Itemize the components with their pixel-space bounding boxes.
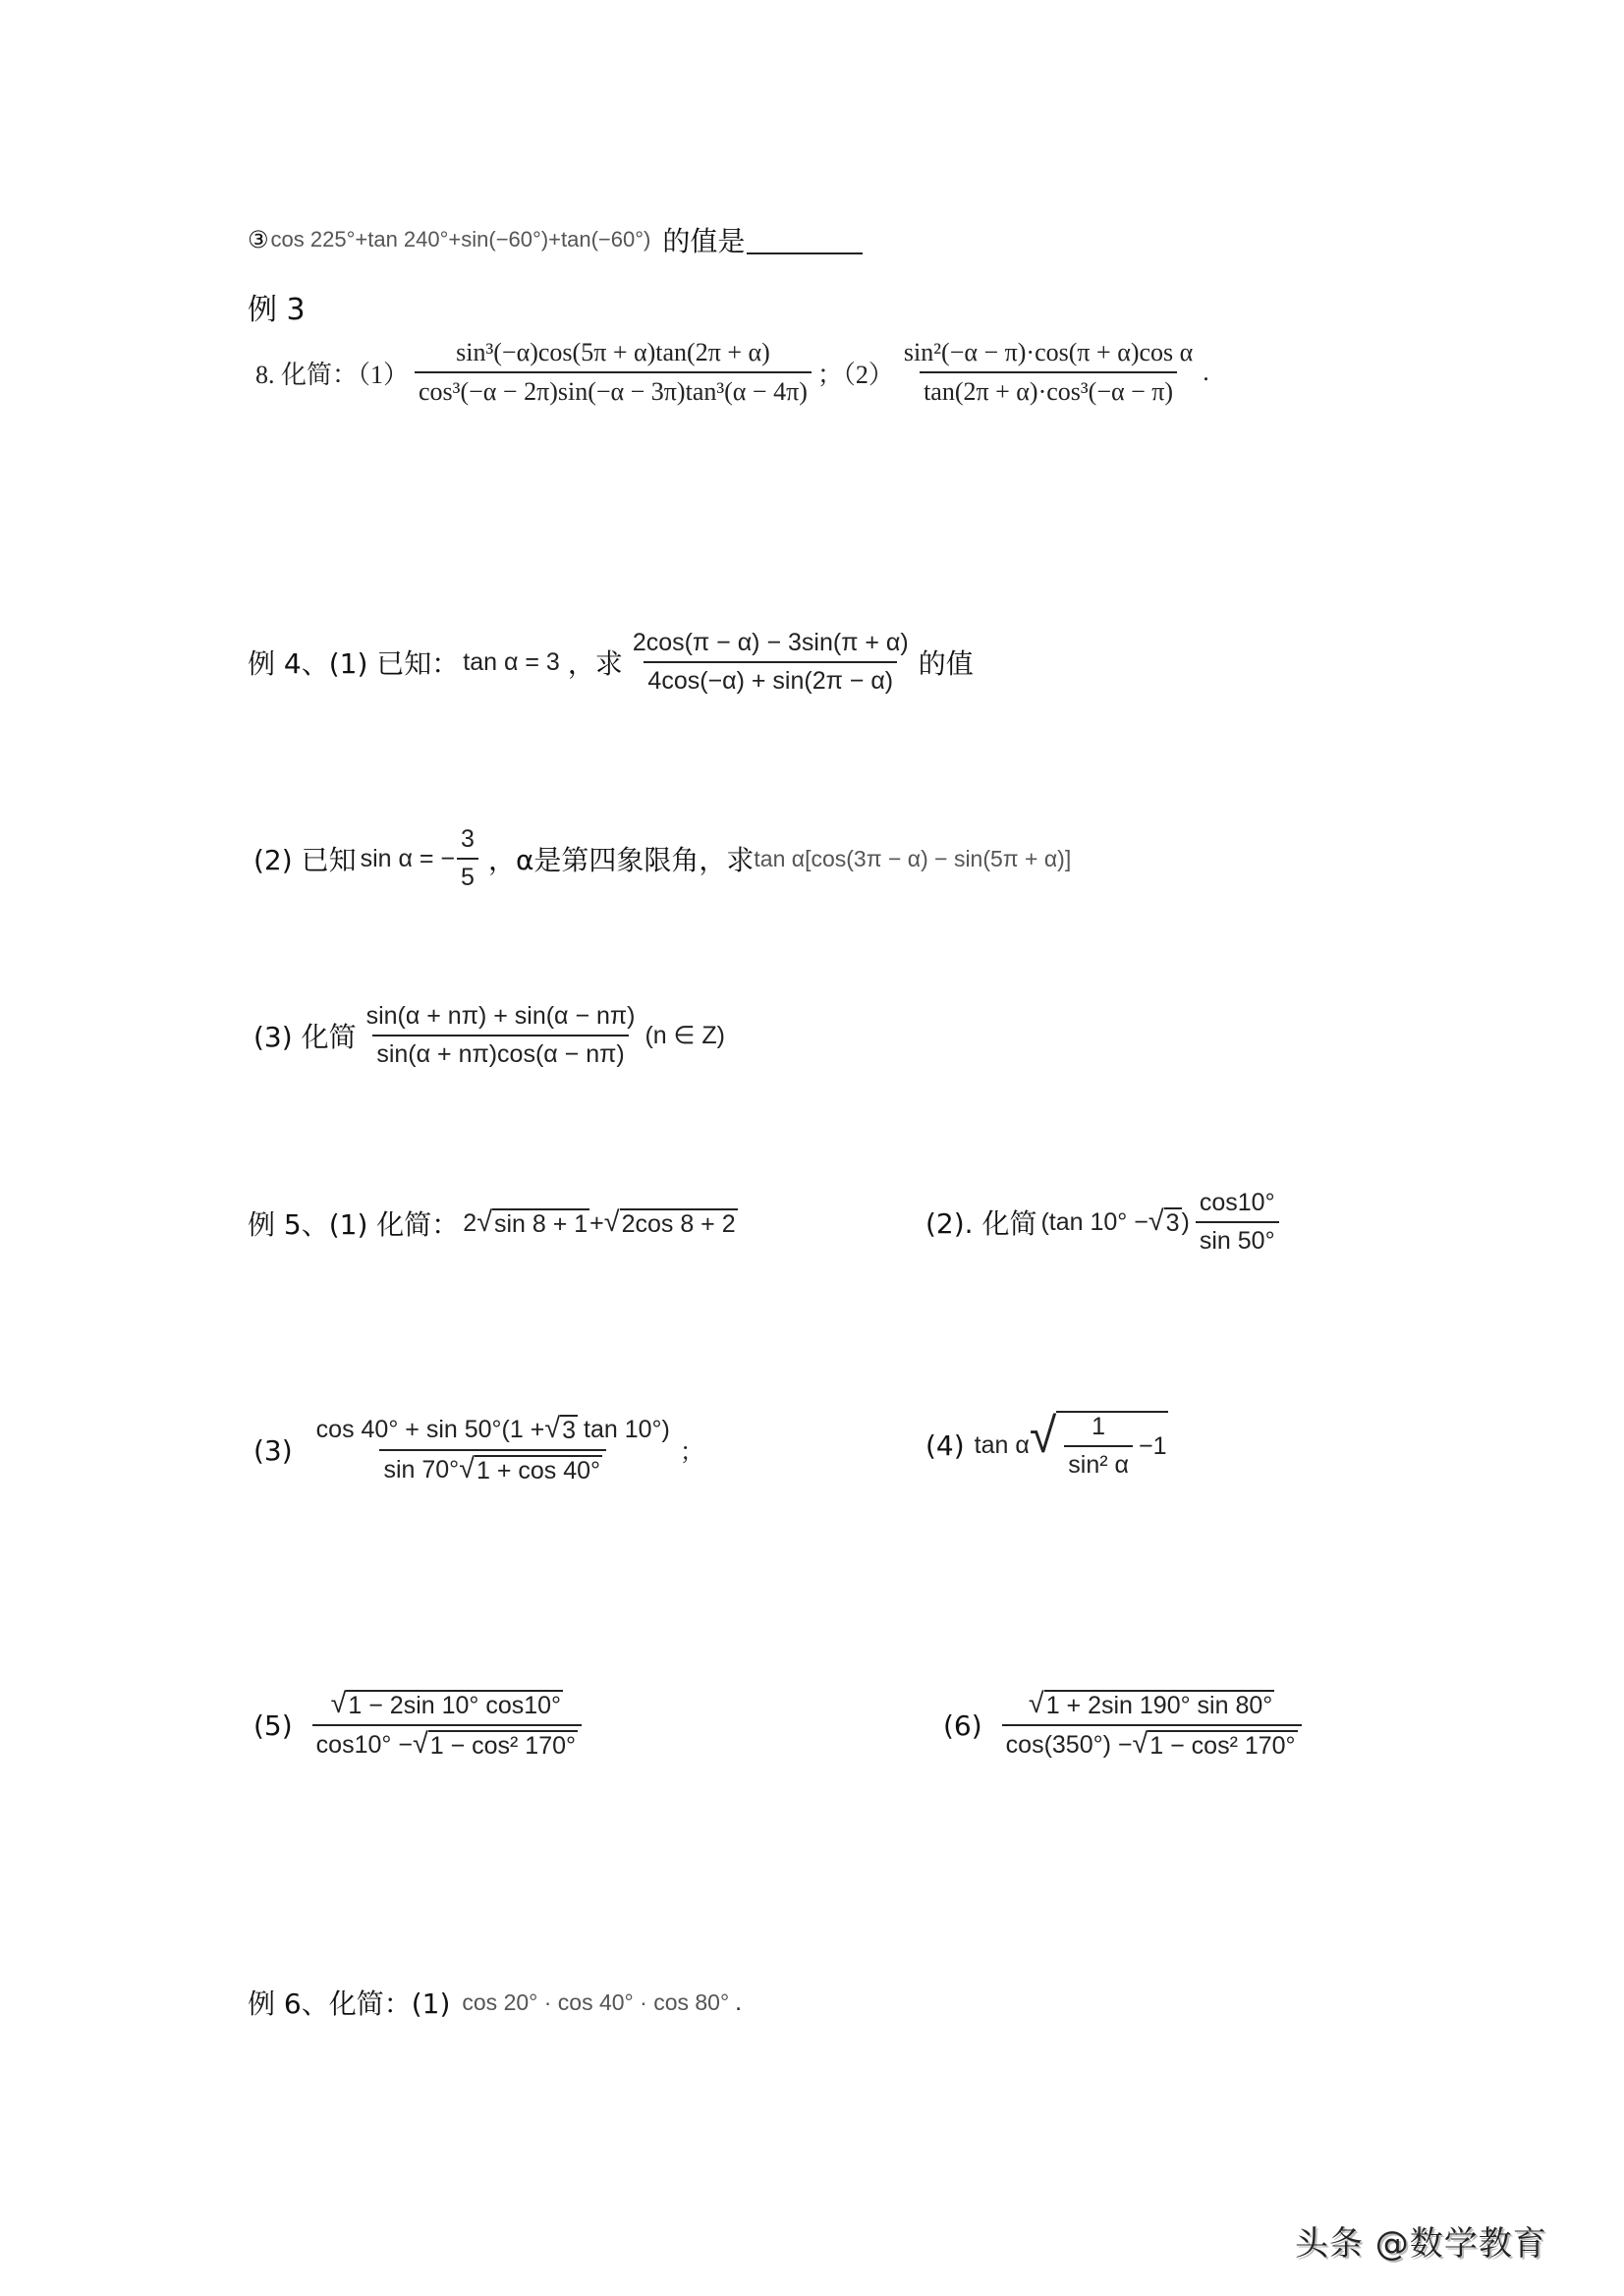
denominator-part-a: cos10° −: [315, 1731, 413, 1759]
radicand: 1 − cos² 170°: [1149, 1732, 1296, 1760]
denominator: tan(2π + α)·cos³(−α − π): [920, 371, 1177, 407]
label: 例 6、化简：(1): [248, 1988, 451, 2020]
sqrt-denominator: [1132, 1730, 1297, 1761]
given: sin α = −: [360, 844, 456, 872]
numerator: [312, 1415, 674, 1449]
fraction: [312, 1690, 582, 1761]
label: 例 5、(1) 化简：: [248, 1208, 460, 1241]
numerator: sin²(−α − π)·cos(π + α)cos α: [903, 338, 1194, 366]
label: 例 4、(1) 已知：: [248, 647, 460, 680]
label: (4): [925, 1428, 965, 1462]
example-5-part-1: [248, 1204, 738, 1243]
numerator-part-b: tan 10°): [584, 1416, 670, 1443]
radicand: 1 − cos² 170°: [429, 1732, 576, 1760]
example-5-part-4: [925, 1408, 1168, 1480]
fraction-p1: [415, 338, 812, 407]
example-4-part-3: [253, 1002, 725, 1069]
coefficient: 2: [463, 1208, 477, 1237]
example-5-part-6: [943, 1690, 1308, 1761]
numerator: cos10°: [1199, 1189, 1275, 1216]
sqrt-2: [603, 1205, 738, 1239]
circled-3-marker: ③: [248, 226, 269, 253]
numerator: [1025, 1690, 1278, 1724]
numerator: sin(α + nπ) + sin(α − nπ): [365, 1002, 636, 1030]
numerator: 3: [461, 825, 475, 853]
sqrt-numerator: [1029, 1690, 1274, 1720]
example-3-problem: [255, 338, 1209, 407]
radicand: 1 − 2sin 10° cos10°: [348, 1692, 562, 1719]
radical-icon: √: [476, 1205, 492, 1238]
example-4-part-1: [248, 629, 974, 696]
fraction-3-5: [457, 825, 478, 892]
fraction: [363, 1002, 640, 1069]
sqrt-numerator: [331, 1690, 563, 1720]
radicand: 3: [562, 1417, 576, 1444]
fraction: [629, 629, 913, 696]
condition: (n ∈ Z): [644, 1022, 725, 1049]
label: (6): [943, 1708, 982, 1742]
numerator: 2cos(π − α) − 3sin(π + α): [632, 629, 909, 656]
fraction: [312, 1415, 674, 1485]
question-3-line: [248, 220, 863, 259]
given: tan α = 3: [463, 647, 560, 676]
lead: (tan 10° −: [1040, 1207, 1148, 1236]
denominator: sin(α + nπ)cos(α − nπ): [372, 1035, 628, 1069]
numerator: [327, 1690, 567, 1724]
example-3-heading: 例 3: [248, 293, 306, 327]
radical-icon: √: [412, 1728, 428, 1760]
label: (2) 已知: [253, 844, 357, 876]
denominator: cos³(−α − 2π)sin(−α − 3π)tan³(α − 4π): [415, 371, 812, 407]
lead: tan α: [974, 1430, 1030, 1459]
example-5-part-2: [925, 1189, 1285, 1256]
numerator: 1: [1092, 1413, 1106, 1440]
radicand: 1 + cos 40°: [476, 1457, 601, 1484]
sqrt-denominator: [459, 1455, 602, 1485]
denominator-part-a: sin 70°: [383, 1456, 460, 1484]
separator: ；（2）: [816, 360, 894, 389]
end-semicolon: ；: [679, 1438, 704, 1466]
sqrt-3: [544, 1415, 578, 1445]
radical-icon: √: [1029, 1408, 1057, 1463]
label: (3) 化简: [253, 1021, 357, 1053]
denominator: [379, 1449, 606, 1485]
radical-icon: √: [1028, 1688, 1044, 1719]
item-label: 8. 化简：（1）: [255, 360, 410, 389]
radicand: 1 + 2sin 190° sin 80°: [1045, 1692, 1273, 1719]
label: (2). 化简: [925, 1207, 1037, 1240]
watermark: 头条 @数学教育: [1295, 2224, 1547, 2264]
denominator: 5: [457, 858, 478, 892]
denominator: sin² α: [1064, 1445, 1133, 1480]
expression: tan α[cos(3π − α) − sin(5π + α)]: [754, 845, 1072, 871]
radical-icon: √: [459, 1453, 475, 1484]
radicand: [1056, 1411, 1168, 1480]
close-paren: ): [1181, 1207, 1190, 1236]
sqrt-denominator: [413, 1730, 578, 1761]
denominator: [312, 1724, 582, 1761]
end-period: .: [1203, 358, 1209, 386]
answer-blank: [747, 225, 863, 254]
label: (5): [253, 1708, 293, 1742]
radicand: 2cos 8 + 2: [621, 1209, 736, 1238]
denominator-part-a: cos(350°) −: [1005, 1731, 1133, 1759]
fraction: [1064, 1413, 1133, 1480]
example-4-part-2: [253, 825, 1071, 892]
q3-expression: cos 225°+tan 240°+sin(−60°)+tan(−60°): [270, 227, 651, 252]
expression: cos 20° · cos 40° · cos 80°: [462, 1988, 730, 2015]
q3-suffix: 的值是: [662, 225, 746, 257]
denominator: [1002, 1724, 1302, 1761]
example-5-part-3: [253, 1415, 704, 1485]
radical-icon: √: [330, 1688, 347, 1719]
sqrt-1: [476, 1205, 589, 1239]
fraction: [1002, 1690, 1302, 1761]
radical-icon: √: [544, 1413, 561, 1444]
denominator: 4cos(−α) + sin(2π − α): [644, 661, 897, 696]
suffix: 的值: [918, 647, 974, 680]
end-period: .: [735, 1988, 743, 2016]
tail: −1: [1138, 1431, 1167, 1460]
denominator: sin 50°: [1196, 1221, 1279, 1256]
plus: +: [589, 1208, 604, 1237]
numerator-part-a: cos 40° + sin 50°(1 +: [315, 1416, 545, 1443]
example-5-part-5: [253, 1690, 588, 1761]
radicand: sin 8 + 1: [493, 1209, 588, 1238]
radicand: 3: [1165, 1208, 1180, 1237]
radical-icon: √: [1148, 1204, 1164, 1237]
radical-icon: √: [1132, 1728, 1148, 1760]
mid-text: ，α是第四象限角，求: [487, 844, 755, 876]
fraction: [1196, 1189, 1279, 1256]
radical-icon: √: [603, 1205, 620, 1238]
fraction-p2: [900, 338, 1197, 407]
example-6-part-1: [248, 1983, 742, 2022]
sqrt-3: [1148, 1204, 1182, 1238]
label: (3): [253, 1433, 293, 1467]
numerator: sin³(−α)cos(5π + α)tan(2π + α): [456, 338, 770, 366]
sqrt-outer: [1029, 1408, 1169, 1480]
ask: ，求: [567, 647, 623, 680]
